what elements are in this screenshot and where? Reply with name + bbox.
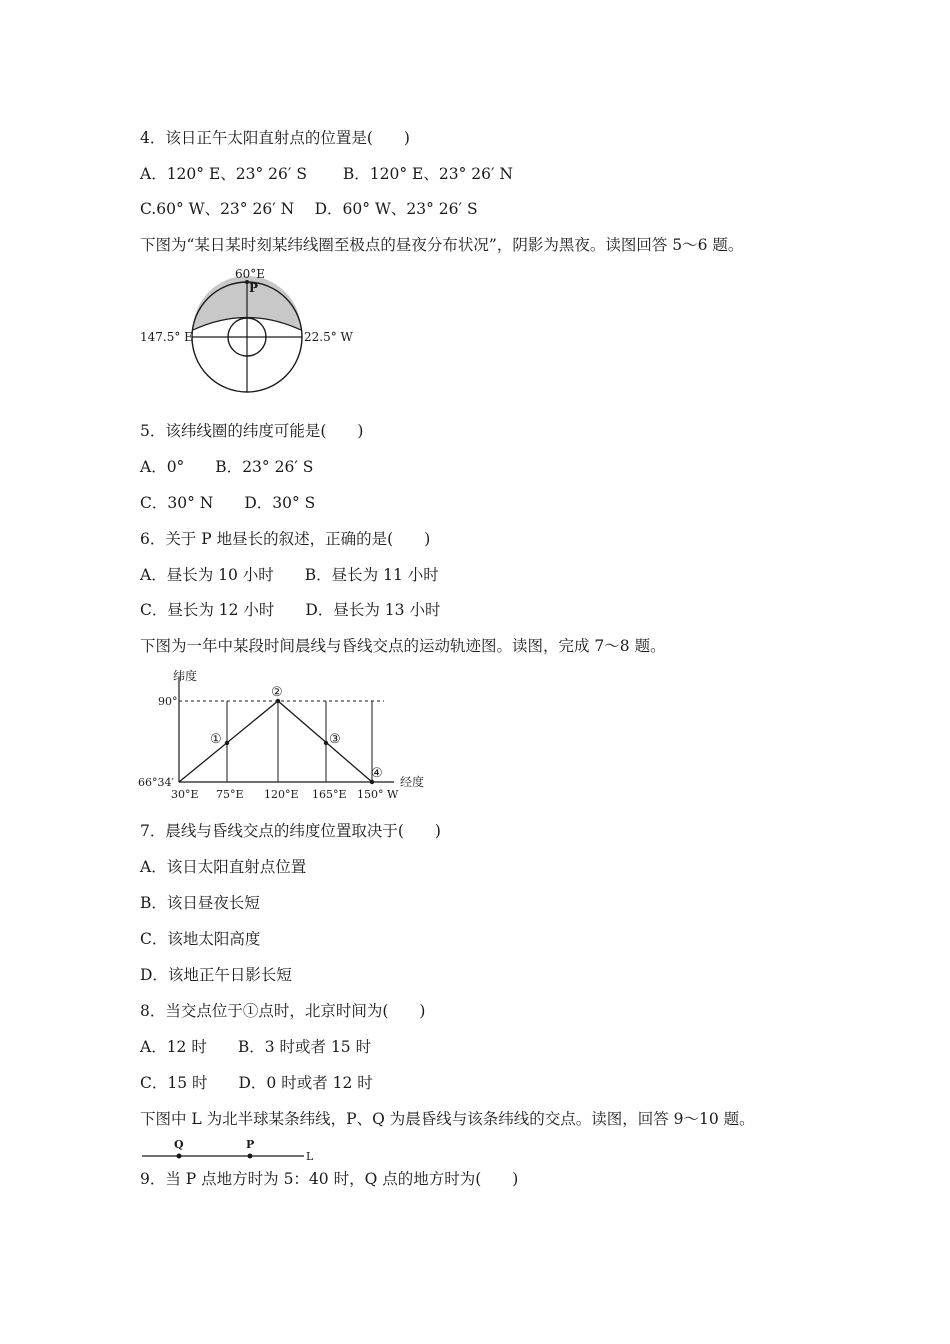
q8-options-ab: A．12 时 B．3 时或者 15 时 — [140, 1038, 372, 1056]
point-3-marker — [324, 741, 328, 745]
point-p-marker-l — [248, 1154, 253, 1159]
q7-stem: 7．晨线与昏线交点的纬度位置取决于( ) — [140, 822, 441, 840]
fig2-ylabel: 纬度 — [173, 669, 198, 683]
fig3-label-q: Q — [174, 1138, 184, 1151]
q7-option-d: D．该地正午日影长短 — [140, 966, 292, 984]
fig2-label-3: ③ — [329, 732, 341, 747]
trajectory-line — [179, 701, 372, 782]
q5-stem: 5．该纬线圈的纬度可能是( ) — [140, 422, 364, 440]
fig2-label-1: ① — [210, 732, 222, 747]
q9-stem: 9．当 P 点地方时为 5：40 时，Q 点的地方时为( ) — [140, 1170, 519, 1188]
q7-option-c: C．该地太阳高度 — [140, 930, 261, 948]
q8-options-cd: C．15 时 D．0 时或者 12 时 — [140, 1074, 373, 1092]
q7-option-a: A．该日太阳直射点位置 — [140, 858, 307, 876]
figure-trajectory — [136, 665, 436, 805]
q8-stem: 8．当交点位于①点时，北京时间为( ) — [140, 1002, 426, 1020]
fig3-label-l: L — [306, 1150, 314, 1163]
fig1-label-left: 147.5° E — [140, 330, 193, 344]
fig2-xtick-120e: 120°E — [264, 788, 299, 801]
point-q-marker — [177, 1154, 182, 1159]
fig2-xlabel: 经度 — [400, 775, 425, 789]
fig1-label-right: 22.5° W — [304, 330, 353, 344]
point-1-marker — [225, 741, 229, 745]
fig2-xtick-165e: 165°E — [312, 788, 347, 801]
fig1-label-p: P — [249, 281, 259, 295]
fig2-ytick-90: 90° — [158, 695, 178, 708]
figure-latitude-line — [136, 1136, 326, 1164]
fig3-label-p: P — [246, 1138, 255, 1151]
q7-option-b: B．该日昼夜长短 — [140, 894, 260, 912]
q4-options-cd: C.60° W、23° 26′ N D．60° W、23° 26′ S — [140, 200, 478, 218]
intro-7-8: 下图为一年中某段时间晨线与昏线交点的运动轨迹图。读图，完成 7～8 题。 — [140, 637, 666, 655]
fig1-label-top: 60°E — [235, 267, 266, 281]
q6-options-cd: C．昼长为 12 小时 D．昼长为 13 小时 — [140, 601, 441, 619]
fig2-label-4: ④ — [371, 766, 383, 781]
fig2-xtick-75e: 75°E — [216, 788, 244, 801]
q5-options-ab: A．0° B．23° 26′ S — [140, 458, 314, 476]
q4-stem: 4．该日正午太阳直射点的位置是( ) — [140, 129, 410, 147]
q4-options-ab: A．120° E、23° 26′ S B．120° E、23° 26′ N — [140, 165, 513, 183]
intro-9-10: 下图中 L 为北半球某条纬线，P、Q 为晨昏线与该条纬线的交点。读图，回答 9～10 题。 — [140, 1110, 755, 1128]
fig2-xtick-30e: 30°E — [171, 788, 199, 801]
figure-latitude-circle — [136, 262, 366, 402]
intro-5-6: 下图为“某日某时刻某纬线圈至极点的昼夜分布状况”，阴影为黑夜。读图回答 5～6 题。 — [140, 236, 744, 254]
q6-options-ab: A．昼长为 10 小时 B．昼长为 11 小时 — [140, 566, 439, 584]
fig2-ytick-66: 66°34′ — [138, 776, 174, 789]
q5-options-cd: C．30° N D．30° S — [140, 494, 316, 512]
fig2-label-2: ② — [271, 685, 283, 700]
q6-stem: 6．关于 P 地昼长的叙述，正确的是( ) — [140, 530, 431, 548]
fig2-xtick-150w: 150° W — [357, 788, 399, 801]
